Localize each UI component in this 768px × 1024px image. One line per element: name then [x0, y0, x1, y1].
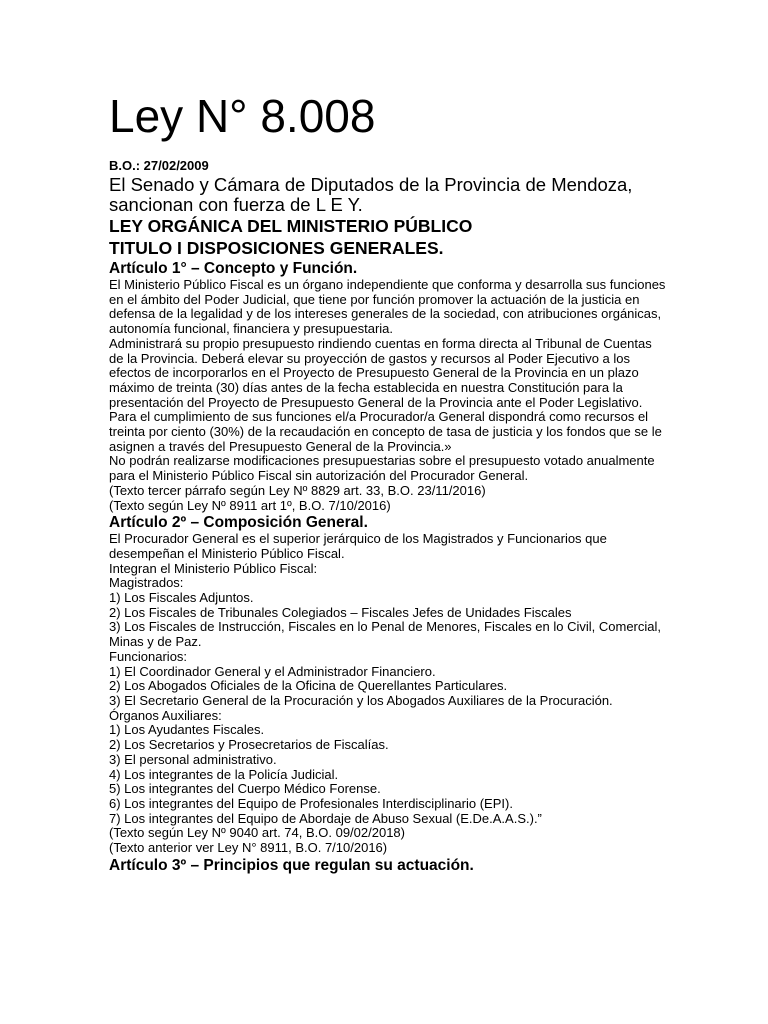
list-item: 4) Los integrantes de la Policía Judicial.	[109, 766, 339, 782]
source-note: (Texto según Ley Nº 9040 art. 74, B.O. 09/02/2018)	[109, 825, 405, 841]
article-1	[109, 259, 669, 513]
article-heading: Artículo 2º – Composición General.	[109, 514, 368, 532]
list-item: 6) Los integrantes del Equipo de Profesionales Interdisciplinario (EPI).	[109, 795, 513, 811]
list-item: 1) El Coordinador General y el Administrador Financiero.	[109, 663, 436, 679]
article-paragraph: Para el cumplimiento de sus funciones el/a Procurador/a General dispondrá como recursos el treinta por ciento (30%) de la recaudación en concepto de tasa de justicia y los fondos que se le asignen a través del Presupuesto General de la Provincia.»	[109, 409, 662, 454]
bulletin-date: B.O.: 27/02/2009	[109, 158, 209, 173]
list-heading: Magistrados:	[109, 575, 184, 591]
article-paragraph: Administrará su propio presupuesto rindiendo cuentas en forma directa al Tribunal de Cuentas de la Provincia. Deberá elevar su proyección de gastos y recursos al Poder Ejecutivo a los efectos de incorporarlos en el Proyecto de Presupuesto General de la Provincia en un plazo máximo de treinta (30) días antes de la fecha establecida en nuestra Constitución para la presentación del Proyecto de Presupuesto General de la Provincia ante el Poder Legislativo.	[109, 335, 652, 410]
list-item: 5) Los integrantes del Cuerpo Médico Forense.	[109, 781, 381, 797]
list-item: 3) El personal administrativo.	[109, 751, 277, 767]
list-item: 1) Los Ayudantes Fiscales.	[109, 722, 265, 738]
list-item: 2) Los Fiscales de Tribunales Colegiados – Fiscales Jefes de Unidades Fiscales	[109, 604, 572, 620]
source-note: (Texto anterior ver Ley N° 8911, B.O. 7/10/2016)	[109, 840, 388, 856]
list-item: 2) Los Secretarios y Prosecretarios de Fiscalías.	[109, 737, 389, 753]
article-3	[109, 856, 669, 875]
article-heading: Artículo 1° – Concepto y Función.	[109, 260, 358, 277]
intro-line: sancionan con fuerza de L E Y.	[109, 194, 363, 215]
list-item: 7) Los integrantes del Equipo de Abordaje de Abuso Sexual (E.De.A.A.S.).”	[109, 810, 542, 826]
document-body	[109, 86, 669, 875]
list-item: 2) Los Abogados Oficiales de la Oficina de Querellantes Particulares.	[109, 678, 508, 694]
article-paragraph: Integran el Ministerio Público Fiscal:	[109, 560, 318, 576]
article-paragraph: El Procurador General es el superior jerárquico de los Magistrados y Funcionarios que desempeñan el Ministerio Público Fiscal.	[109, 531, 607, 561]
article-paragraph: (Texto tercer párrafo según Ley Nº 8829 art. 33, B.O. 23/11/2016)	[109, 482, 486, 498]
list-heading: Órganos Auxiliares:	[109, 707, 222, 723]
intro-line: El Senado y Cámara de Diputados de la Provincia de Mendoza,	[109, 174, 633, 195]
list-heading: Funcionarios:	[109, 648, 188, 664]
list-item: 1) Los Fiscales Adjuntos.	[109, 590, 254, 606]
law-number-title: Ley N° 8.008	[109, 90, 376, 142]
article-paragraph: No podrán realizarse modificaciones presupuestarias sobre el presupuesto votado anualmente para el Ministerio Público Fiscal sin autorización del Procurador General.	[109, 453, 655, 484]
article-heading: Artículo 3º – Principios que regulan su actuación.	[109, 856, 474, 874]
article-paragraph: El Ministerio Público Fiscal es un órgano independiente que conforma y desarrolla sus funciones en el ámbito del Poder Judicial, que tiene por función promover la actuación de la justicia en defensa de la legalidad y de los intereses generales de la sociedad, con atribuciones orgánicas, autonomía funcional, financiera y presupuestaria.	[109, 277, 666, 337]
list-item: 3) El Secretario General de la Procuración y los Abogados Auxiliares de la Procuración.	[109, 692, 613, 708]
article-2	[109, 513, 669, 855]
list-item: 3) Los Fiscales de Instrucción, Fiscales en lo Penal de Menores, Fiscales en lo Civil, Comercial, Minas y de Paz.	[109, 619, 662, 650]
article-paragraph: (Texto según Ley Nº 8911 art 1º, B.O. 7/10/2016)	[109, 497, 391, 513]
title-i-heading: TITULO I DISPOSICIONES GENERALES.	[109, 238, 444, 258]
law-title: LEY ORGÁNICA DEL MINISTERIO PÚBLICO	[109, 216, 473, 236]
